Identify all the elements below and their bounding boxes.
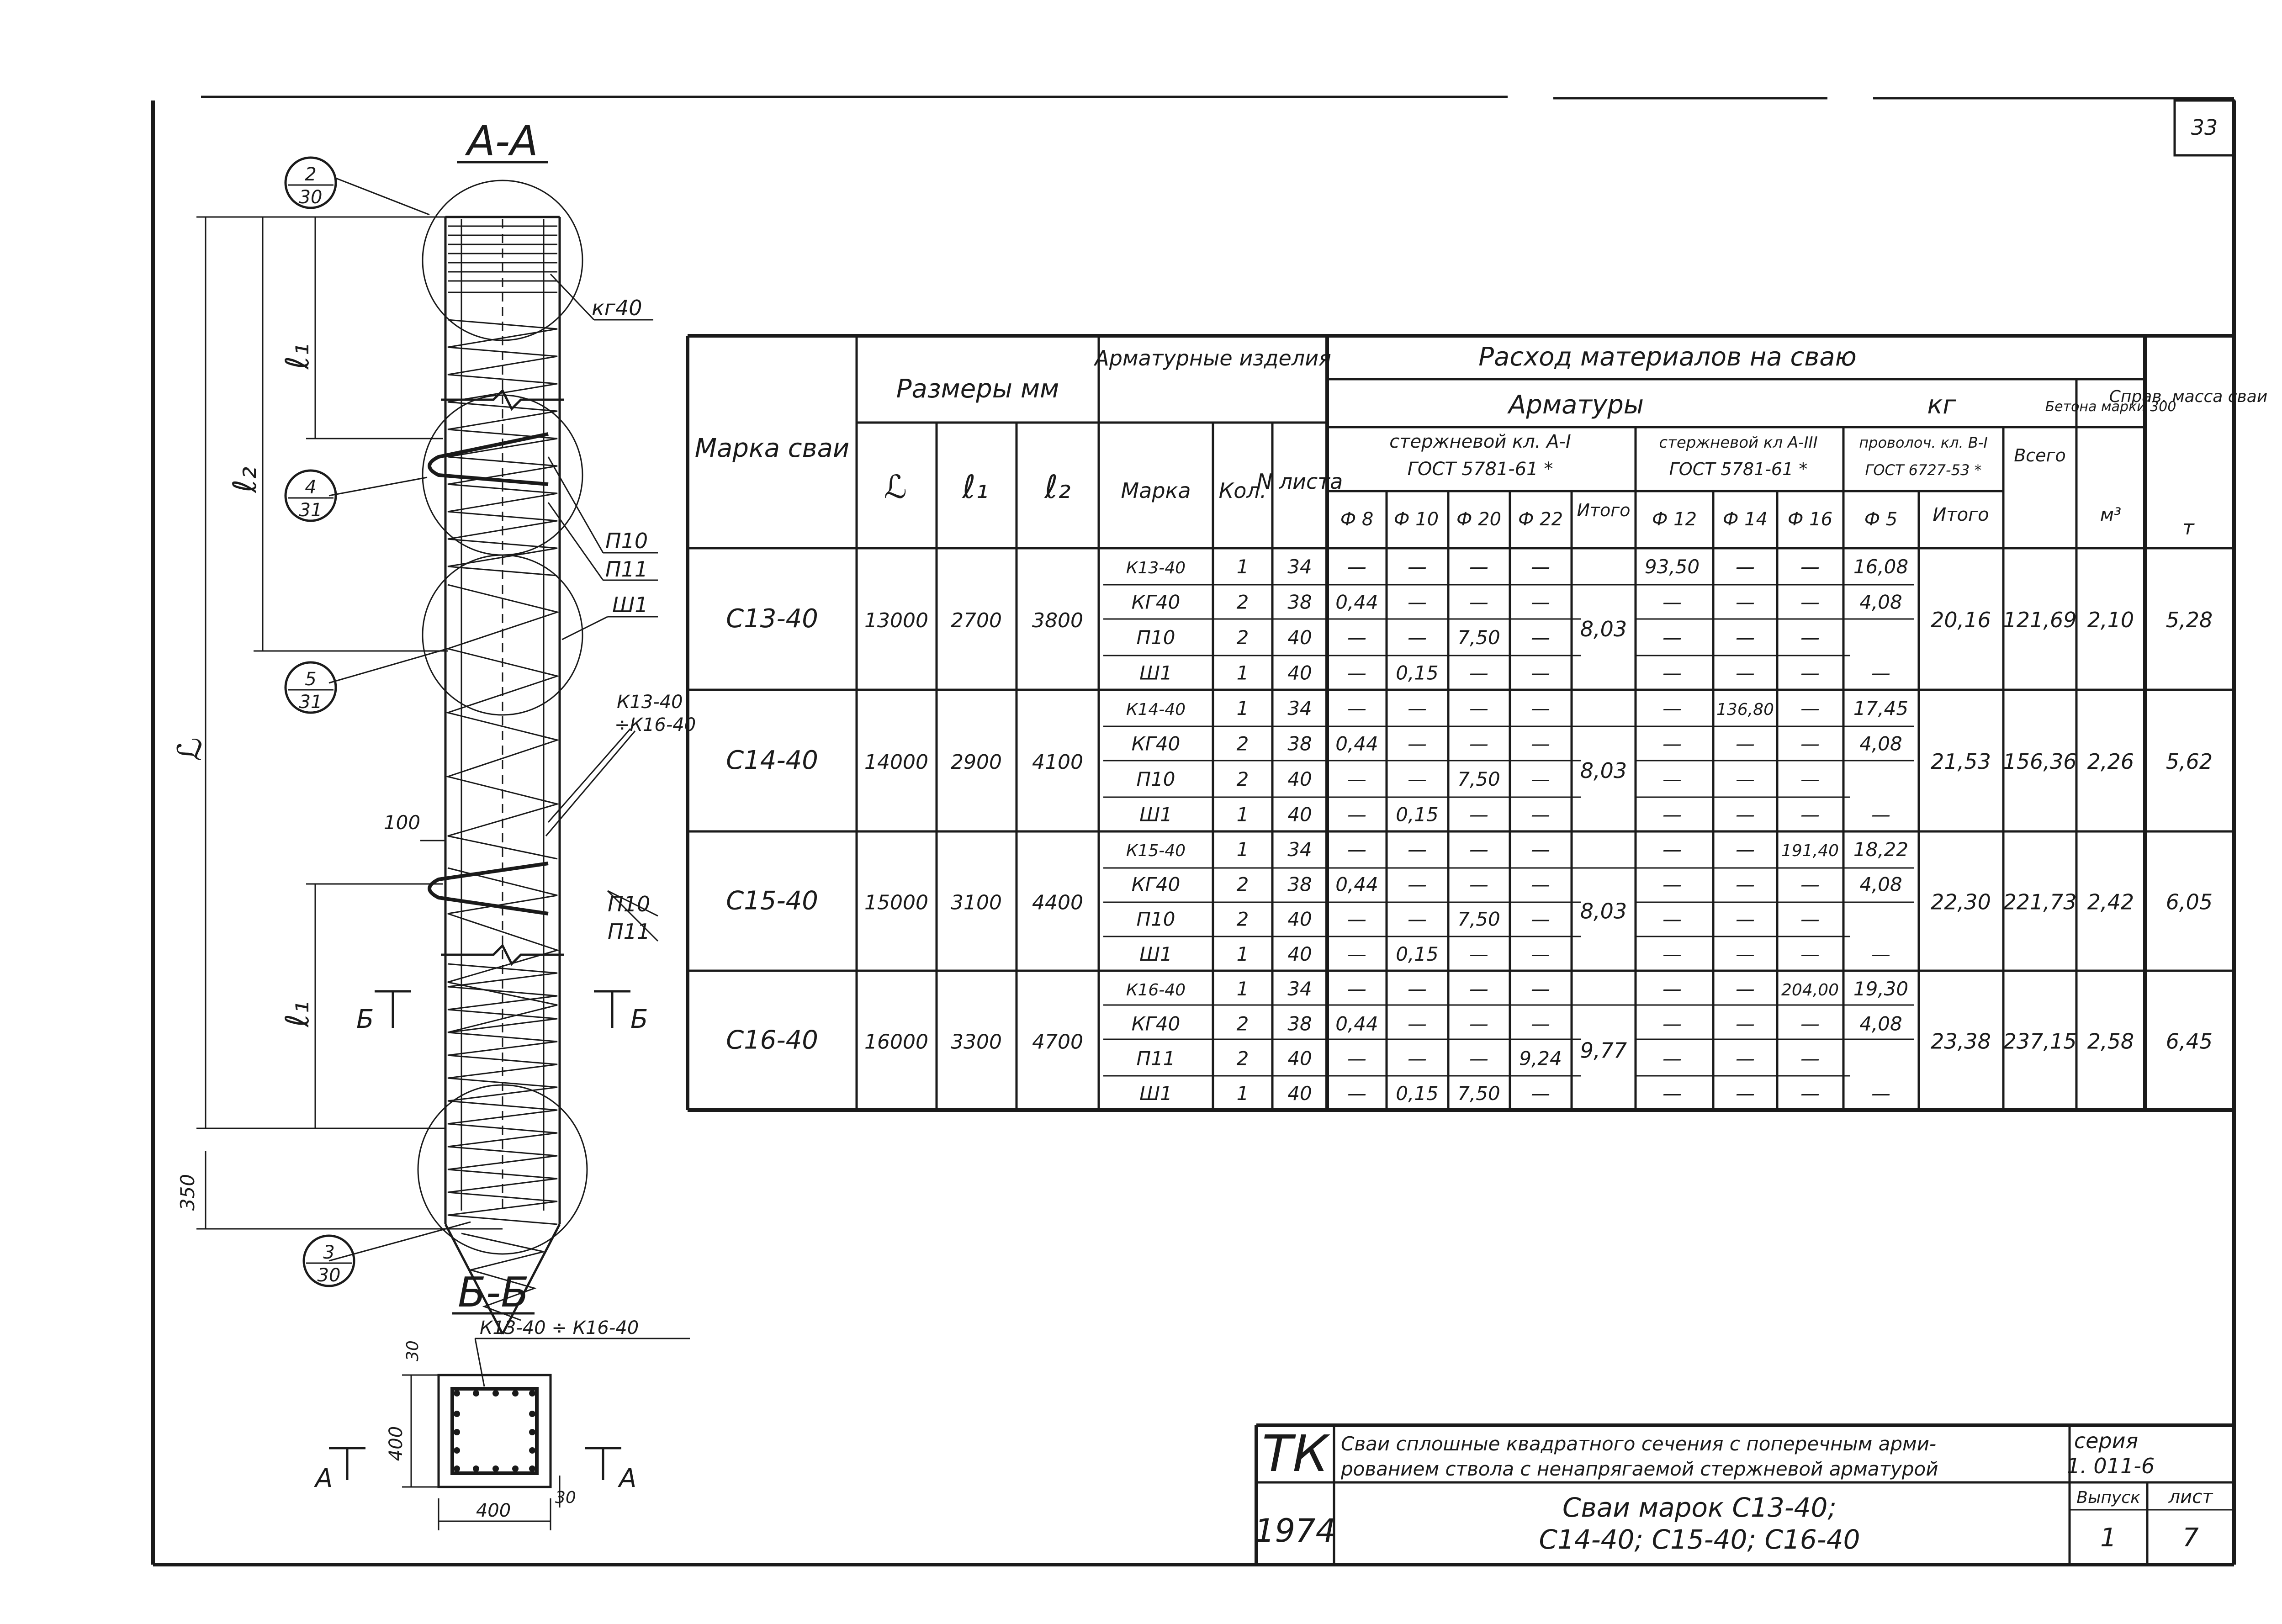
cell-d12: — <box>1663 1012 1682 1035</box>
cell-d10: — <box>1408 697 1427 719</box>
cell-d22: — <box>1531 803 1550 826</box>
cell-marka: С16-40 <box>726 1025 818 1055</box>
cell-itogo1: 9,77 <box>1580 1038 1627 1063</box>
cell-kol: 2 <box>1236 626 1249 649</box>
label-kg40: кг40 <box>592 296 642 320</box>
cell-vsego: 21,53 <box>1931 749 1991 774</box>
cell-vsego: 23,38 <box>1931 1029 1991 1054</box>
cell-itogo-all: 237,15 <box>2003 1029 2077 1054</box>
svg-text:2: 2 <box>305 164 317 185</box>
cell-list: 40 <box>1287 1047 1312 1070</box>
cell-d12: — <box>1663 697 1682 719</box>
cell-list: 40 <box>1287 803 1312 826</box>
cell-d16: — <box>1800 555 1820 578</box>
cell-d22: — <box>1531 1012 1550 1035</box>
cell-list: 40 <box>1287 1082 1312 1105</box>
stamp-seria-label: серия <box>2074 1428 2139 1453</box>
cell-d8: — <box>1347 626 1366 649</box>
cell-d12: — <box>1663 978 1682 1000</box>
cell-d22: 9,24 <box>1519 1047 1562 1070</box>
cell-d16: — <box>1800 942 1820 965</box>
cell-d22: — <box>1531 661 1550 684</box>
hdr-l1: ℓ₁ <box>962 468 989 506</box>
bb-dim-30-top: 30 <box>403 1340 422 1361</box>
cell-list: 40 <box>1287 661 1312 684</box>
hdr-marka-svai: Марка сваи <box>694 434 850 463</box>
cell-d10: — <box>1408 732 1427 755</box>
cell-marka: С14-40 <box>726 746 818 775</box>
cell-d5: — <box>1871 942 1890 965</box>
cell-d12: — <box>1663 732 1682 755</box>
cell-kol: 1 <box>1236 838 1249 861</box>
cell-d22: — <box>1531 555 1550 578</box>
stamp-org: ТК <box>1262 1424 1329 1483</box>
cell-kol: 2 <box>1236 873 1249 896</box>
hdr-n-lista: N листа <box>1256 469 1343 494</box>
hdr-d22: Ф 22 <box>1518 509 1563 530</box>
hdr-provoloka: проволоч. кл. В-I <box>1859 434 1988 451</box>
cell-kol: 1 <box>1236 661 1249 684</box>
cell-d20: — <box>1469 697 1488 719</box>
cell-marka: С15-40 <box>726 886 818 916</box>
cell-izd: П10 <box>1136 767 1175 790</box>
cell-d14: — <box>1736 942 1755 965</box>
cell-d10: 0,15 <box>1396 661 1439 684</box>
cell-d20: — <box>1469 838 1488 861</box>
cell-list: 38 <box>1287 873 1312 896</box>
cell-d8: — <box>1347 697 1366 719</box>
hdr-kg: кг <box>1927 390 1956 420</box>
cell-izd: Ш1 <box>1139 661 1172 684</box>
cell-L: 15000 <box>864 891 928 915</box>
cell-massa: 5,28 <box>2166 608 2213 632</box>
cell-list: 40 <box>1287 942 1312 965</box>
cell-d20: — <box>1469 591 1488 614</box>
cell-d10: — <box>1408 1047 1427 1070</box>
cell-d8: — <box>1347 942 1366 965</box>
cell-d5: 4,08 <box>1859 591 1902 614</box>
cell-d16: — <box>1800 732 1820 755</box>
cell-d8: — <box>1347 661 1366 684</box>
label-p11-top: П11 <box>605 557 648 582</box>
label-p10-mid: П10 <box>608 892 651 916</box>
cell-itogo1: 8,03 <box>1580 899 1627 924</box>
cell-d5: 4,08 <box>1859 1012 1902 1035</box>
hdr-kol: Кол. <box>1218 478 1267 503</box>
section-aa-title <box>457 117 548 165</box>
hdr-armaturnye: Арматурные изделия <box>1095 346 1331 370</box>
cell-d8: 0,44 <box>1335 1012 1378 1035</box>
hdr-razmery: Размеры мм <box>896 374 1059 404</box>
label-k-range: К13-40 <box>617 692 683 713</box>
cell-d16: — <box>1800 767 1820 790</box>
cell-d20: — <box>1469 732 1488 755</box>
cell-d22: — <box>1531 697 1550 719</box>
cell-d14: — <box>1736 838 1755 861</box>
svg-text:30: 30 <box>317 1265 341 1286</box>
cell-list: 38 <box>1287 591 1312 614</box>
cell-d16: — <box>1800 803 1820 826</box>
cell-izd: К15-40 <box>1126 841 1186 861</box>
cell-d22: — <box>1531 626 1550 649</box>
table-header <box>695 342 2268 540</box>
cell-d16: — <box>1800 1047 1820 1070</box>
cell-l1: 2900 <box>951 751 1002 774</box>
hdr-d20: Ф 20 <box>1456 509 1502 530</box>
cell-d16: — <box>1800 626 1820 649</box>
hdr-gost-v1: ГОСТ 6727-53 * <box>1865 461 1982 479</box>
cell-izd: К16-40 <box>1126 981 1186 1000</box>
svg-text:3: 3 <box>323 1242 335 1263</box>
cell-d12: 93,50 <box>1644 555 1700 578</box>
bb-dim-400-side: 400 <box>386 1426 407 1461</box>
cell-d5: — <box>1871 803 1890 826</box>
hdr-d5: Ф 5 <box>1864 509 1898 530</box>
table-body <box>726 555 2213 1105</box>
cell-d20: — <box>1469 661 1488 684</box>
cell-kol: 2 <box>1236 591 1249 614</box>
cell-d8: — <box>1347 767 1366 790</box>
cell-d16: — <box>1800 908 1820 931</box>
cell-d14: — <box>1736 1082 1755 1105</box>
hdr-gost-a1: ГОСТ 5781-61 * <box>1407 459 1553 480</box>
stamp-name-line1: Сваи марок С13-40; <box>1562 1492 1837 1523</box>
bb-label: К13-40 ÷ К16-40 <box>480 1317 639 1338</box>
cell-kol: 2 <box>1236 1047 1249 1070</box>
cell-kol: 2 <box>1236 908 1249 931</box>
hdr-d16: Ф 16 <box>1787 509 1833 530</box>
stamp-vypusk-value: 1 <box>2100 1523 2117 1553</box>
bb-dim-30-bot: 30 <box>555 1488 576 1507</box>
dim-l2-label: ℓ₂ <box>226 466 264 493</box>
stamp-seria-value: 1. 011-6 <box>2066 1454 2155 1478</box>
cell-d14: — <box>1736 978 1755 1000</box>
hdr-armatury: Арматуры <box>1509 390 1644 420</box>
cell-d22: — <box>1531 838 1550 861</box>
hdr-beton: Бетона марки 300 <box>2045 399 2176 415</box>
dim-l1-bottom-label: ℓ₁ <box>279 1001 316 1027</box>
stamp-year: 1974 <box>1254 1512 1336 1550</box>
cell-d10: — <box>1408 767 1427 790</box>
sheet-number-top: 33 <box>2191 115 2218 140</box>
cell-L: 16000 <box>864 1030 928 1054</box>
cell-d16: — <box>1800 697 1820 719</box>
cell-d10: — <box>1408 591 1427 614</box>
cell-d8: — <box>1347 908 1366 931</box>
svg-text:Б-Б: Б-Б <box>458 1269 529 1317</box>
cell-kol: 2 <box>1236 732 1249 755</box>
cell-d14: — <box>1736 626 1755 649</box>
cell-beton: 2,10 <box>2087 608 2134 632</box>
cell-d14: — <box>1736 803 1755 826</box>
hdr-marka: Марка <box>1121 478 1191 503</box>
cell-l2: 4700 <box>1032 1030 1083 1054</box>
cell-d16: 204,00 <box>1781 981 1839 1000</box>
cut-a-left: А <box>315 1464 333 1493</box>
cell-list: 38 <box>1287 732 1312 755</box>
cell-d20: — <box>1469 978 1488 1000</box>
svg-text:31: 31 <box>299 500 323 521</box>
cell-d14: — <box>1736 555 1755 578</box>
cell-d8: — <box>1347 838 1366 861</box>
cell-d22: — <box>1531 873 1550 896</box>
cell-massa: 6,45 <box>2166 1029 2213 1054</box>
hdr-sterzh-a1: стержневой кл. А-I <box>1389 431 1571 452</box>
cell-d5: 17,45 <box>1853 697 1909 719</box>
cell-d16: — <box>1800 661 1820 684</box>
cell-list: 40 <box>1287 767 1312 790</box>
hdr-d10: Ф 10 <box>1393 509 1439 530</box>
hdr-d12: Ф 12 <box>1652 509 1697 530</box>
cell-d12: — <box>1663 873 1682 896</box>
cell-izd: П10 <box>1136 626 1175 649</box>
cell-d20: 7,50 <box>1457 626 1500 649</box>
cell-izd: П11 <box>1136 1047 1175 1070</box>
cell-d5: — <box>1871 661 1890 684</box>
svg-text:А-А: А-А <box>467 117 538 165</box>
cell-izd: КГ40 <box>1131 591 1181 614</box>
cell-itogo-all: 221,73 <box>2003 889 2077 915</box>
cell-L: 13000 <box>864 609 928 632</box>
cell-d12: — <box>1663 803 1682 826</box>
cell-d14: — <box>1736 1012 1755 1035</box>
cell-massa: 6,05 <box>2166 889 2213 915</box>
label-k-range2: ÷К16-40 <box>614 714 696 735</box>
cell-d20: 7,50 <box>1457 767 1500 790</box>
cell-d22: — <box>1531 942 1550 965</box>
cell-d12: — <box>1663 661 1682 684</box>
cell-d12: — <box>1663 942 1682 965</box>
svg-text:5: 5 <box>305 669 317 690</box>
cell-list: 34 <box>1287 697 1312 719</box>
cell-d16: — <box>1800 1082 1820 1105</box>
cell-itogo1: 8,03 <box>1580 758 1627 783</box>
hdr-sprav-unit: т <box>2182 516 2194 540</box>
cell-l1: 2700 <box>951 609 1002 632</box>
callout-4-31 <box>286 471 336 521</box>
cell-d5: 19,30 <box>1853 978 1909 1000</box>
cell-izd: К14-40 <box>1126 700 1186 719</box>
hdr-itogo1: Итого <box>1577 500 1631 520</box>
cell-kol: 1 <box>1236 1082 1249 1105</box>
cell-beton: 2,42 <box>2087 889 2134 915</box>
stamp-title-line1: Сваи сплошные квадратного сечения с поперечным арми- <box>1341 1433 1937 1455</box>
hdr-L: ℒ <box>884 468 907 506</box>
cell-l2: 4400 <box>1032 891 1083 915</box>
callout-2-30 <box>286 158 336 208</box>
cell-d8: 0,44 <box>1335 591 1378 614</box>
cell-list: 40 <box>1287 908 1312 931</box>
hdr-raskhod: Расход материалов на сваю <box>1478 342 1857 372</box>
hdr-d14: Ф 14 <box>1722 509 1768 530</box>
cell-d14: — <box>1736 767 1755 790</box>
cell-d5: 16,08 <box>1853 555 1909 578</box>
cell-izd: К13-40 <box>1126 558 1186 577</box>
cell-vsego: 22,30 <box>1931 889 1991 915</box>
cell-l2: 4100 <box>1032 751 1083 774</box>
dim-350-label: 350 <box>176 1174 199 1211</box>
cut-b-left: Б <box>356 1005 374 1034</box>
cell-izd: Ш1 <box>1139 803 1172 826</box>
hdr-sterzh-a3: стержневой кл А-III <box>1659 434 1818 452</box>
stamp-list-label: лист <box>2168 1486 2213 1508</box>
cell-d8: — <box>1347 1082 1366 1105</box>
cell-kol: 1 <box>1236 697 1249 719</box>
cell-d12: — <box>1663 767 1682 790</box>
cell-d16: 191,40 <box>1781 841 1839 861</box>
cell-d5: 4,08 <box>1859 873 1902 896</box>
cell-d12: — <box>1663 1082 1682 1105</box>
label-p11-mid: П11 <box>608 919 651 944</box>
cell-d20: — <box>1469 1047 1488 1070</box>
hdr-sprav: Справ. масса сваи <box>2109 387 2268 406</box>
cell-kol: 2 <box>1236 767 1249 790</box>
cell-itogo-all: 121,69 <box>2003 608 2077 632</box>
cell-d10: — <box>1408 908 1427 931</box>
label-sh1: Ш1 <box>612 592 648 617</box>
cell-izd: Ш1 <box>1139 1082 1172 1105</box>
cell-beton: 2,58 <box>2087 1029 2134 1054</box>
cell-d22: — <box>1531 1082 1550 1105</box>
cell-kol: 1 <box>1236 978 1249 1000</box>
cell-d10: — <box>1408 555 1427 578</box>
hdr-gost-a3: ГОСТ 5781-61 * <box>1669 459 1808 479</box>
cell-list: 40 <box>1287 626 1312 649</box>
svg-text:31: 31 <box>299 692 323 713</box>
cell-d22: — <box>1531 908 1550 931</box>
cell-d8: — <box>1347 1047 1366 1070</box>
cell-d14: — <box>1736 1047 1755 1070</box>
cell-d8: — <box>1347 978 1366 1000</box>
cell-massa: 5,62 <box>2166 749 2213 774</box>
cell-d10: — <box>1408 873 1427 896</box>
cell-izd: КГ40 <box>1131 1012 1181 1035</box>
cell-d8: — <box>1347 803 1366 826</box>
label-p10-top: П10 <box>605 529 648 553</box>
cell-itogo1: 8,03 <box>1580 617 1627 641</box>
cell-vsego: 20,16 <box>1931 608 1991 632</box>
cell-itogo-all: 156,36 <box>2003 749 2077 774</box>
cell-izd: Ш1 <box>1139 942 1172 965</box>
cell-d22: — <box>1531 732 1550 755</box>
cell-d20: — <box>1469 803 1488 826</box>
cell-d10: — <box>1408 626 1427 649</box>
hdr-beton-unit: м³ <box>2100 504 2122 525</box>
cell-l1: 3300 <box>951 1030 1002 1054</box>
cell-l2: 3800 <box>1032 609 1083 632</box>
cell-kol: 2 <box>1236 1012 1249 1035</box>
cell-d22: — <box>1531 591 1550 614</box>
cell-d16: — <box>1800 1012 1820 1035</box>
cell-d5: — <box>1871 1082 1890 1105</box>
cell-d12: — <box>1663 908 1682 931</box>
pile-elevation <box>329 178 587 1334</box>
cell-marka: С13-40 <box>726 604 818 634</box>
cell-d16: — <box>1800 873 1820 896</box>
cell-beton: 2,26 <box>2087 749 2134 774</box>
cell-d22: — <box>1531 767 1550 790</box>
hdr-itogo2: Итого <box>1933 504 1989 525</box>
cell-d5: 18,22 <box>1853 838 1909 861</box>
cell-d5: 4,08 <box>1859 732 1902 755</box>
cell-d14: — <box>1736 873 1755 896</box>
cell-d8: 0,44 <box>1335 873 1378 896</box>
cell-d14: — <box>1736 661 1755 684</box>
cell-d12: — <box>1663 838 1682 861</box>
cell-d20: — <box>1469 942 1488 965</box>
cell-list: 34 <box>1287 555 1312 578</box>
cell-kol: 1 <box>1236 942 1249 965</box>
cell-d20: — <box>1469 555 1488 578</box>
cell-d10: — <box>1408 1012 1427 1035</box>
cell-d10: 0,15 <box>1396 803 1439 826</box>
cell-list: 38 <box>1287 1012 1312 1035</box>
cut-b-right: Б <box>630 1005 648 1034</box>
hdr-vsego: Всего <box>2014 445 2066 466</box>
stamp-name-line2: С14-40; С15-40; С16-40 <box>1539 1524 1860 1555</box>
cell-d12: — <box>1663 1047 1682 1070</box>
cell-d20: 7,50 <box>1457 908 1500 931</box>
cell-d10: — <box>1408 978 1427 1000</box>
cell-d10: — <box>1408 838 1427 861</box>
cell-kol: 1 <box>1236 555 1249 578</box>
cell-d20: — <box>1469 873 1488 896</box>
cell-izd: П10 <box>1136 908 1175 931</box>
bb-dim-400-bot: 400 <box>476 1500 511 1521</box>
cell-d12: — <box>1663 626 1682 649</box>
cell-izd: КГ40 <box>1131 732 1181 755</box>
cell-d14: 136,80 <box>1716 700 1774 719</box>
cell-d20: — <box>1469 1012 1488 1035</box>
hdr-l2: ℓ₂ <box>1044 468 1071 506</box>
cut-a-right: А <box>619 1464 637 1493</box>
cell-list: 34 <box>1287 838 1312 861</box>
cell-d10: 0,15 <box>1396 942 1439 965</box>
stamp-list-value: 7 <box>2182 1523 2199 1553</box>
dim-L-label: ℒ <box>170 737 209 761</box>
cell-l1: 3100 <box>951 891 1002 915</box>
cell-d22: — <box>1531 978 1550 1000</box>
cell-d16: — <box>1800 591 1820 614</box>
stamp-vypusk-label: Выпуск <box>2076 1488 2140 1507</box>
hdr-d8: Ф 8 <box>1340 509 1374 530</box>
cell-d8: — <box>1347 555 1366 578</box>
svg-text:30: 30 <box>299 187 323 208</box>
svg-text:4: 4 <box>305 477 317 498</box>
dim-l1-top-label: ℓ₁ <box>279 343 316 370</box>
cell-d14: — <box>1736 908 1755 931</box>
cell-kol: 1 <box>1236 803 1249 826</box>
dim-100-label: 100 <box>383 811 421 834</box>
callout-3-30 <box>304 1236 354 1286</box>
cell-d10: 0,15 <box>1396 1082 1439 1105</box>
cell-list: 34 <box>1287 978 1312 1000</box>
cell-d14: — <box>1736 591 1755 614</box>
cell-izd: КГ40 <box>1131 873 1181 896</box>
callout-5-31 <box>286 662 336 713</box>
cell-d20: 7,50 <box>1457 1082 1500 1105</box>
cell-d12: — <box>1663 591 1682 614</box>
stamp-title-line2: рованием ствола с ненапрягаемой стержневой арматурой <box>1341 1458 1938 1480</box>
cell-d14: — <box>1736 732 1755 755</box>
table-group <box>726 978 2213 1105</box>
cell-d8: 0,44 <box>1335 732 1378 755</box>
cell-L: 14000 <box>864 751 928 774</box>
